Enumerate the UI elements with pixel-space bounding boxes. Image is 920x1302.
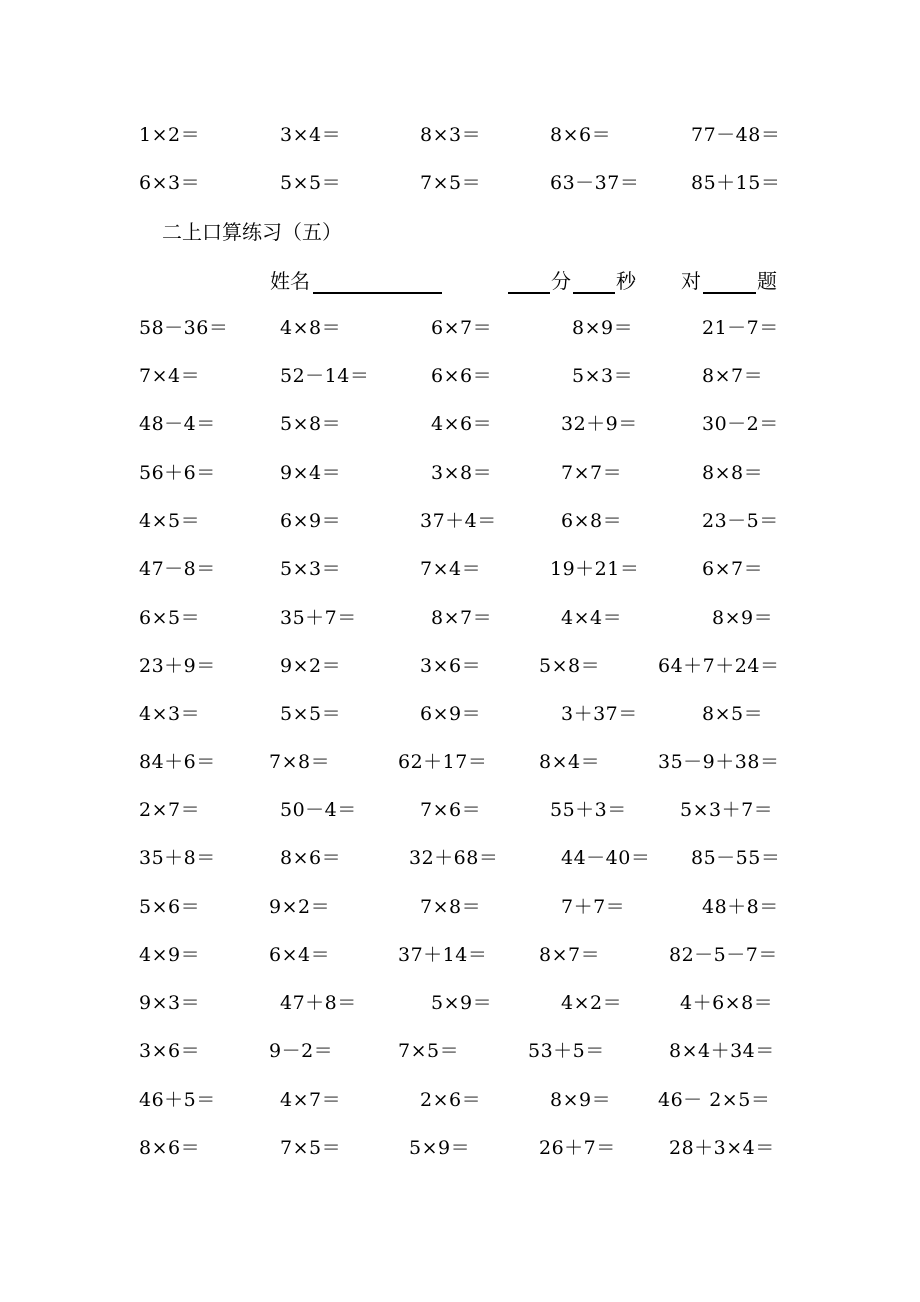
problem: 35－9＋38＝ xyxy=(658,751,780,773)
problem: 5×8＝ xyxy=(539,655,601,677)
seconds-label: 秒 xyxy=(616,269,636,293)
problem: 21－7＝ xyxy=(702,317,779,339)
problem: 9×2＝ xyxy=(280,655,342,677)
problem: 7×7＝ xyxy=(561,462,623,484)
problem: 56＋6＝ xyxy=(139,462,216,484)
problem: 44－40＝ xyxy=(561,847,651,869)
problem: 7×8＝ xyxy=(420,896,482,918)
problem: 37＋14＝ xyxy=(398,944,488,966)
seconds-blank[interactable] xyxy=(573,292,615,294)
problem-row-10 xyxy=(0,747,920,777)
problem: 8×7＝ xyxy=(539,944,601,966)
problem: 5×6＝ xyxy=(139,896,201,918)
problem: 19＋21＝ xyxy=(550,558,640,580)
problem: 3×6＝ xyxy=(420,655,482,677)
problem: 5×3＝ xyxy=(572,365,634,387)
problem: 7×5＝ xyxy=(420,172,482,194)
problem: 6×7＝ xyxy=(431,317,493,339)
problem: 8×7＝ xyxy=(431,607,493,629)
problem: 52－14＝ xyxy=(280,365,370,387)
problem-row-12 xyxy=(0,843,920,873)
problem-row-9 xyxy=(0,699,920,729)
problem: 7×6＝ xyxy=(420,799,482,821)
problem: 7×8＝ xyxy=(269,751,331,773)
problem: 8×9＝ xyxy=(550,1089,612,1111)
problem: 4×9＝ xyxy=(139,944,201,966)
problem: 64＋7＋24＝ xyxy=(658,655,780,677)
problem: 50－4＝ xyxy=(280,799,357,821)
top-row-2 xyxy=(0,168,920,198)
problem: 4×2＝ xyxy=(561,992,623,1014)
problem: 35＋8＝ xyxy=(139,847,216,869)
problem: 47－8＝ xyxy=(139,558,216,580)
problem: 4×8＝ xyxy=(280,317,342,339)
questions-label: 题 xyxy=(757,269,777,293)
problem: 5×9＝ xyxy=(431,992,493,1014)
problem: 32＋68＝ xyxy=(409,847,499,869)
problem: 8×5＝ xyxy=(702,703,764,725)
problem: 5×3＝ xyxy=(280,558,342,580)
problem: 4×4＝ xyxy=(561,607,623,629)
problem: 62＋17＝ xyxy=(398,751,488,773)
problem: 85＋15＝ xyxy=(691,172,781,194)
problem: 35＋7＝ xyxy=(280,607,357,629)
problem: 7×5＝ xyxy=(398,1040,460,1062)
minutes-blank[interactable] xyxy=(508,292,550,294)
top-row-1 xyxy=(0,120,920,150)
problem: 5×9＝ xyxy=(409,1137,471,1159)
name-label: 姓名 xyxy=(270,269,310,293)
problem: 77－48＝ xyxy=(691,124,781,146)
problem: 63－37＝ xyxy=(550,172,640,194)
problem: 84＋6＝ xyxy=(139,751,216,773)
problem: 9－2＝ xyxy=(269,1040,334,1062)
problem: 4×6＝ xyxy=(431,413,493,435)
minutes-label: 分 xyxy=(551,269,571,293)
problem: 3×6＝ xyxy=(139,1040,201,1062)
problem: 4×5＝ xyxy=(139,510,201,532)
problem: 8×6＝ xyxy=(550,124,612,146)
problem-row-13 xyxy=(0,892,920,922)
problem: 2×6＝ xyxy=(420,1089,482,1111)
correct-label: 对 xyxy=(681,269,701,293)
problem: 30－2＝ xyxy=(702,413,779,435)
problem-row-17 xyxy=(0,1085,920,1115)
problem: 6×5＝ xyxy=(139,607,201,629)
problem-row-4 xyxy=(0,458,920,488)
problem-row-6 xyxy=(0,554,920,584)
problem: 6×9＝ xyxy=(420,703,482,725)
problem: 9×3＝ xyxy=(139,992,201,1014)
problem: 8×4＋34＝ xyxy=(669,1040,775,1062)
problem: 8×9＝ xyxy=(712,607,774,629)
problem: 5×8＝ xyxy=(280,413,342,435)
problem: 9×2＝ xyxy=(269,896,331,918)
problem: 58－36＝ xyxy=(139,317,229,339)
problem: 28＋3×4＝ xyxy=(669,1137,775,1159)
problem-row-5 xyxy=(0,506,920,536)
problem: 9×4＝ xyxy=(280,462,342,484)
problem: 6×3＝ xyxy=(139,172,201,194)
problem: 5×3＋7＝ xyxy=(680,799,774,821)
problem: 55＋3＝ xyxy=(550,799,627,821)
name-blank[interactable] xyxy=(313,292,442,294)
problem: 6×6＝ xyxy=(431,365,493,387)
problem: 48＋8＝ xyxy=(702,896,779,918)
problem: 7＋7＝ xyxy=(561,896,626,918)
problem: 4×7＝ xyxy=(280,1089,342,1111)
problem: 46－ 2×5＝ xyxy=(658,1089,771,1111)
problem-row-18 xyxy=(0,1133,920,1163)
problem: 53＋5＝ xyxy=(528,1040,605,1062)
problem-row-11 xyxy=(0,795,920,825)
problem: 5×5＝ xyxy=(280,172,342,194)
problem: 8×3＝ xyxy=(420,124,482,146)
problem-row-16 xyxy=(0,1036,920,1066)
section-title: 二上口算练习（五） xyxy=(162,220,342,244)
problem: 7×4＝ xyxy=(139,365,201,387)
problem: 3＋37＝ xyxy=(561,703,638,725)
problem-row-8 xyxy=(0,651,920,681)
problem: 85－55＝ xyxy=(691,847,781,869)
problem: 82－5－7＝ xyxy=(669,944,778,966)
problem: 23－5＝ xyxy=(702,510,779,532)
problem: 1×2＝ xyxy=(139,124,201,146)
problem: 6×8＝ xyxy=(561,510,623,532)
worksheet-header xyxy=(0,265,920,297)
problem: 2×7＝ xyxy=(139,799,201,821)
problem: 8×4＝ xyxy=(539,751,601,773)
problem: 3×4＝ xyxy=(280,124,342,146)
problem: 32＋9＝ xyxy=(561,413,638,435)
problem-row-2 xyxy=(0,361,920,391)
problem-row-3 xyxy=(0,409,920,439)
problem: 7×4＝ xyxy=(420,558,482,580)
problem: 8×8＝ xyxy=(702,462,764,484)
problem: 8×6＝ xyxy=(139,1137,201,1159)
problem: 46＋5＝ xyxy=(139,1089,216,1111)
correct-count-blank[interactable] xyxy=(703,292,756,294)
problem-row-15 xyxy=(0,988,920,1018)
problem-row-7 xyxy=(0,603,920,633)
problem: 6×9＝ xyxy=(280,510,342,532)
problem: 5×5＝ xyxy=(280,703,342,725)
problem: 4×3＝ xyxy=(139,703,201,725)
problem: 3×8＝ xyxy=(431,462,493,484)
problem: 8×6＝ xyxy=(280,847,342,869)
problem: 6×7＝ xyxy=(702,558,764,580)
problem: 8×7＝ xyxy=(702,365,764,387)
problem: 37＋4＝ xyxy=(420,510,497,532)
problem-row-14 xyxy=(0,940,920,970)
problem-row-1 xyxy=(0,313,920,343)
problem: 6×4＝ xyxy=(269,944,331,966)
problem: 4＋6×8＝ xyxy=(680,992,774,1014)
problem: 26＋7＝ xyxy=(539,1137,616,1159)
problem: 23＋9＝ xyxy=(139,655,216,677)
problem: 47＋8＝ xyxy=(280,992,357,1014)
problem: 8×9＝ xyxy=(572,317,634,339)
problem: 7×5＝ xyxy=(280,1137,342,1159)
problem: 48－4＝ xyxy=(139,413,216,435)
